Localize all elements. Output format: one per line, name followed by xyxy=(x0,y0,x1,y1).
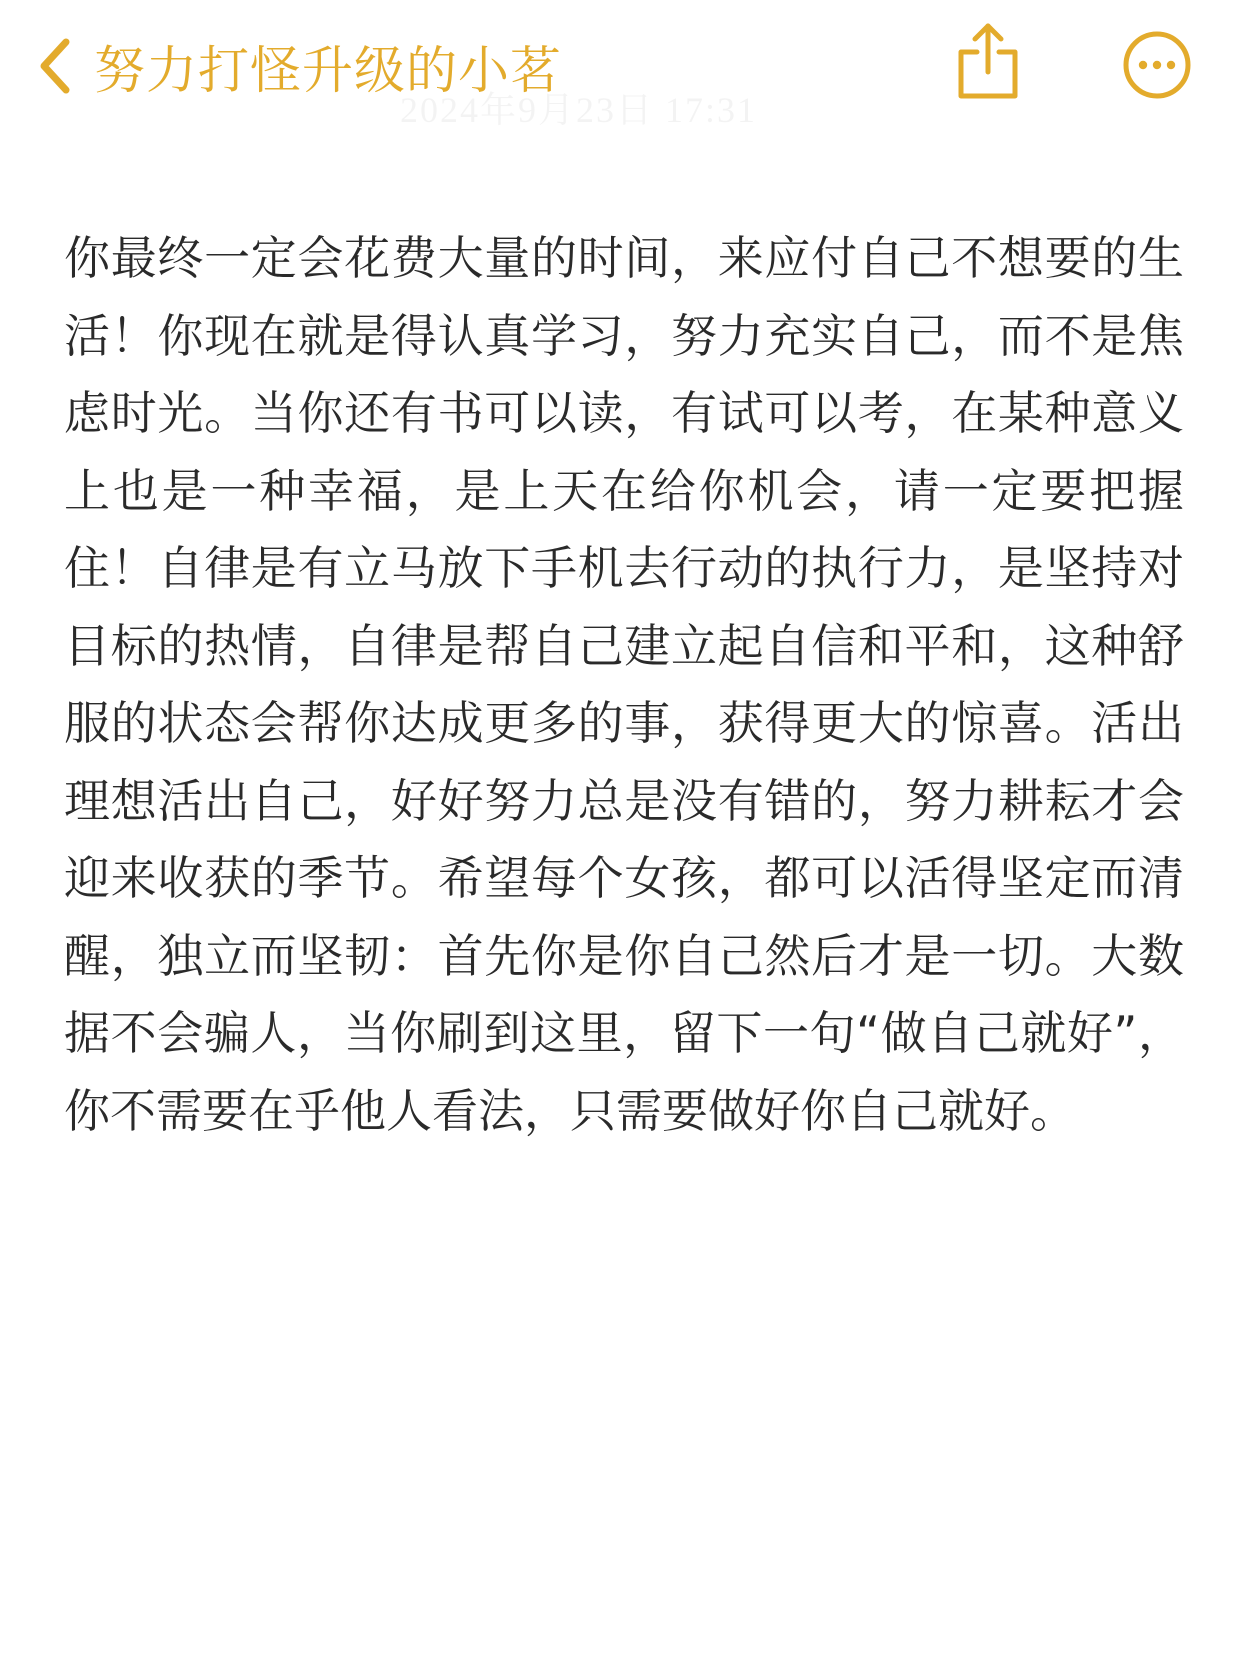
share-button[interactable] xyxy=(955,20,1021,102)
back-label: 努力打怪升级的小茗 xyxy=(94,42,563,101)
more-icon xyxy=(1122,30,1192,100)
more-button[interactable] xyxy=(1122,30,1192,100)
navigation-bar xyxy=(0,0,1242,130)
faded-date-text xyxy=(400,82,757,133)
note-body-text: 你最终一定会花费大量的时间，来应付自己不想要的生活！你现在就是得认真学习，努力充实自己，而不是焦虑时光。当你还有书可以读，有试可以考，在某种意义上也是一种幸福，是上天在给你机会，请一定要把握住！自律是有立马放下手机去行动的执行力，是坚持对目标的热情，自律是帮自己建立起自信和平和，这种舒服的状态会帮你达成更多的事，获得更大的惊喜。活出理想活出自己，好好努力总是没有错的，努力耕耘才会迎来收获的季节。希望每个女孩，都可以活得坚定而清醒，独立而坚韧：首先你是你自己然后才是一切。大数据不会骗人，当你刷到这里，留下一句“做自己就好”，你不需要在乎他人看法，只需要做好你自己就好。 xyxy=(64,231,1184,1138)
share-icon xyxy=(955,20,1021,102)
chevron-left-icon xyxy=(36,36,72,96)
